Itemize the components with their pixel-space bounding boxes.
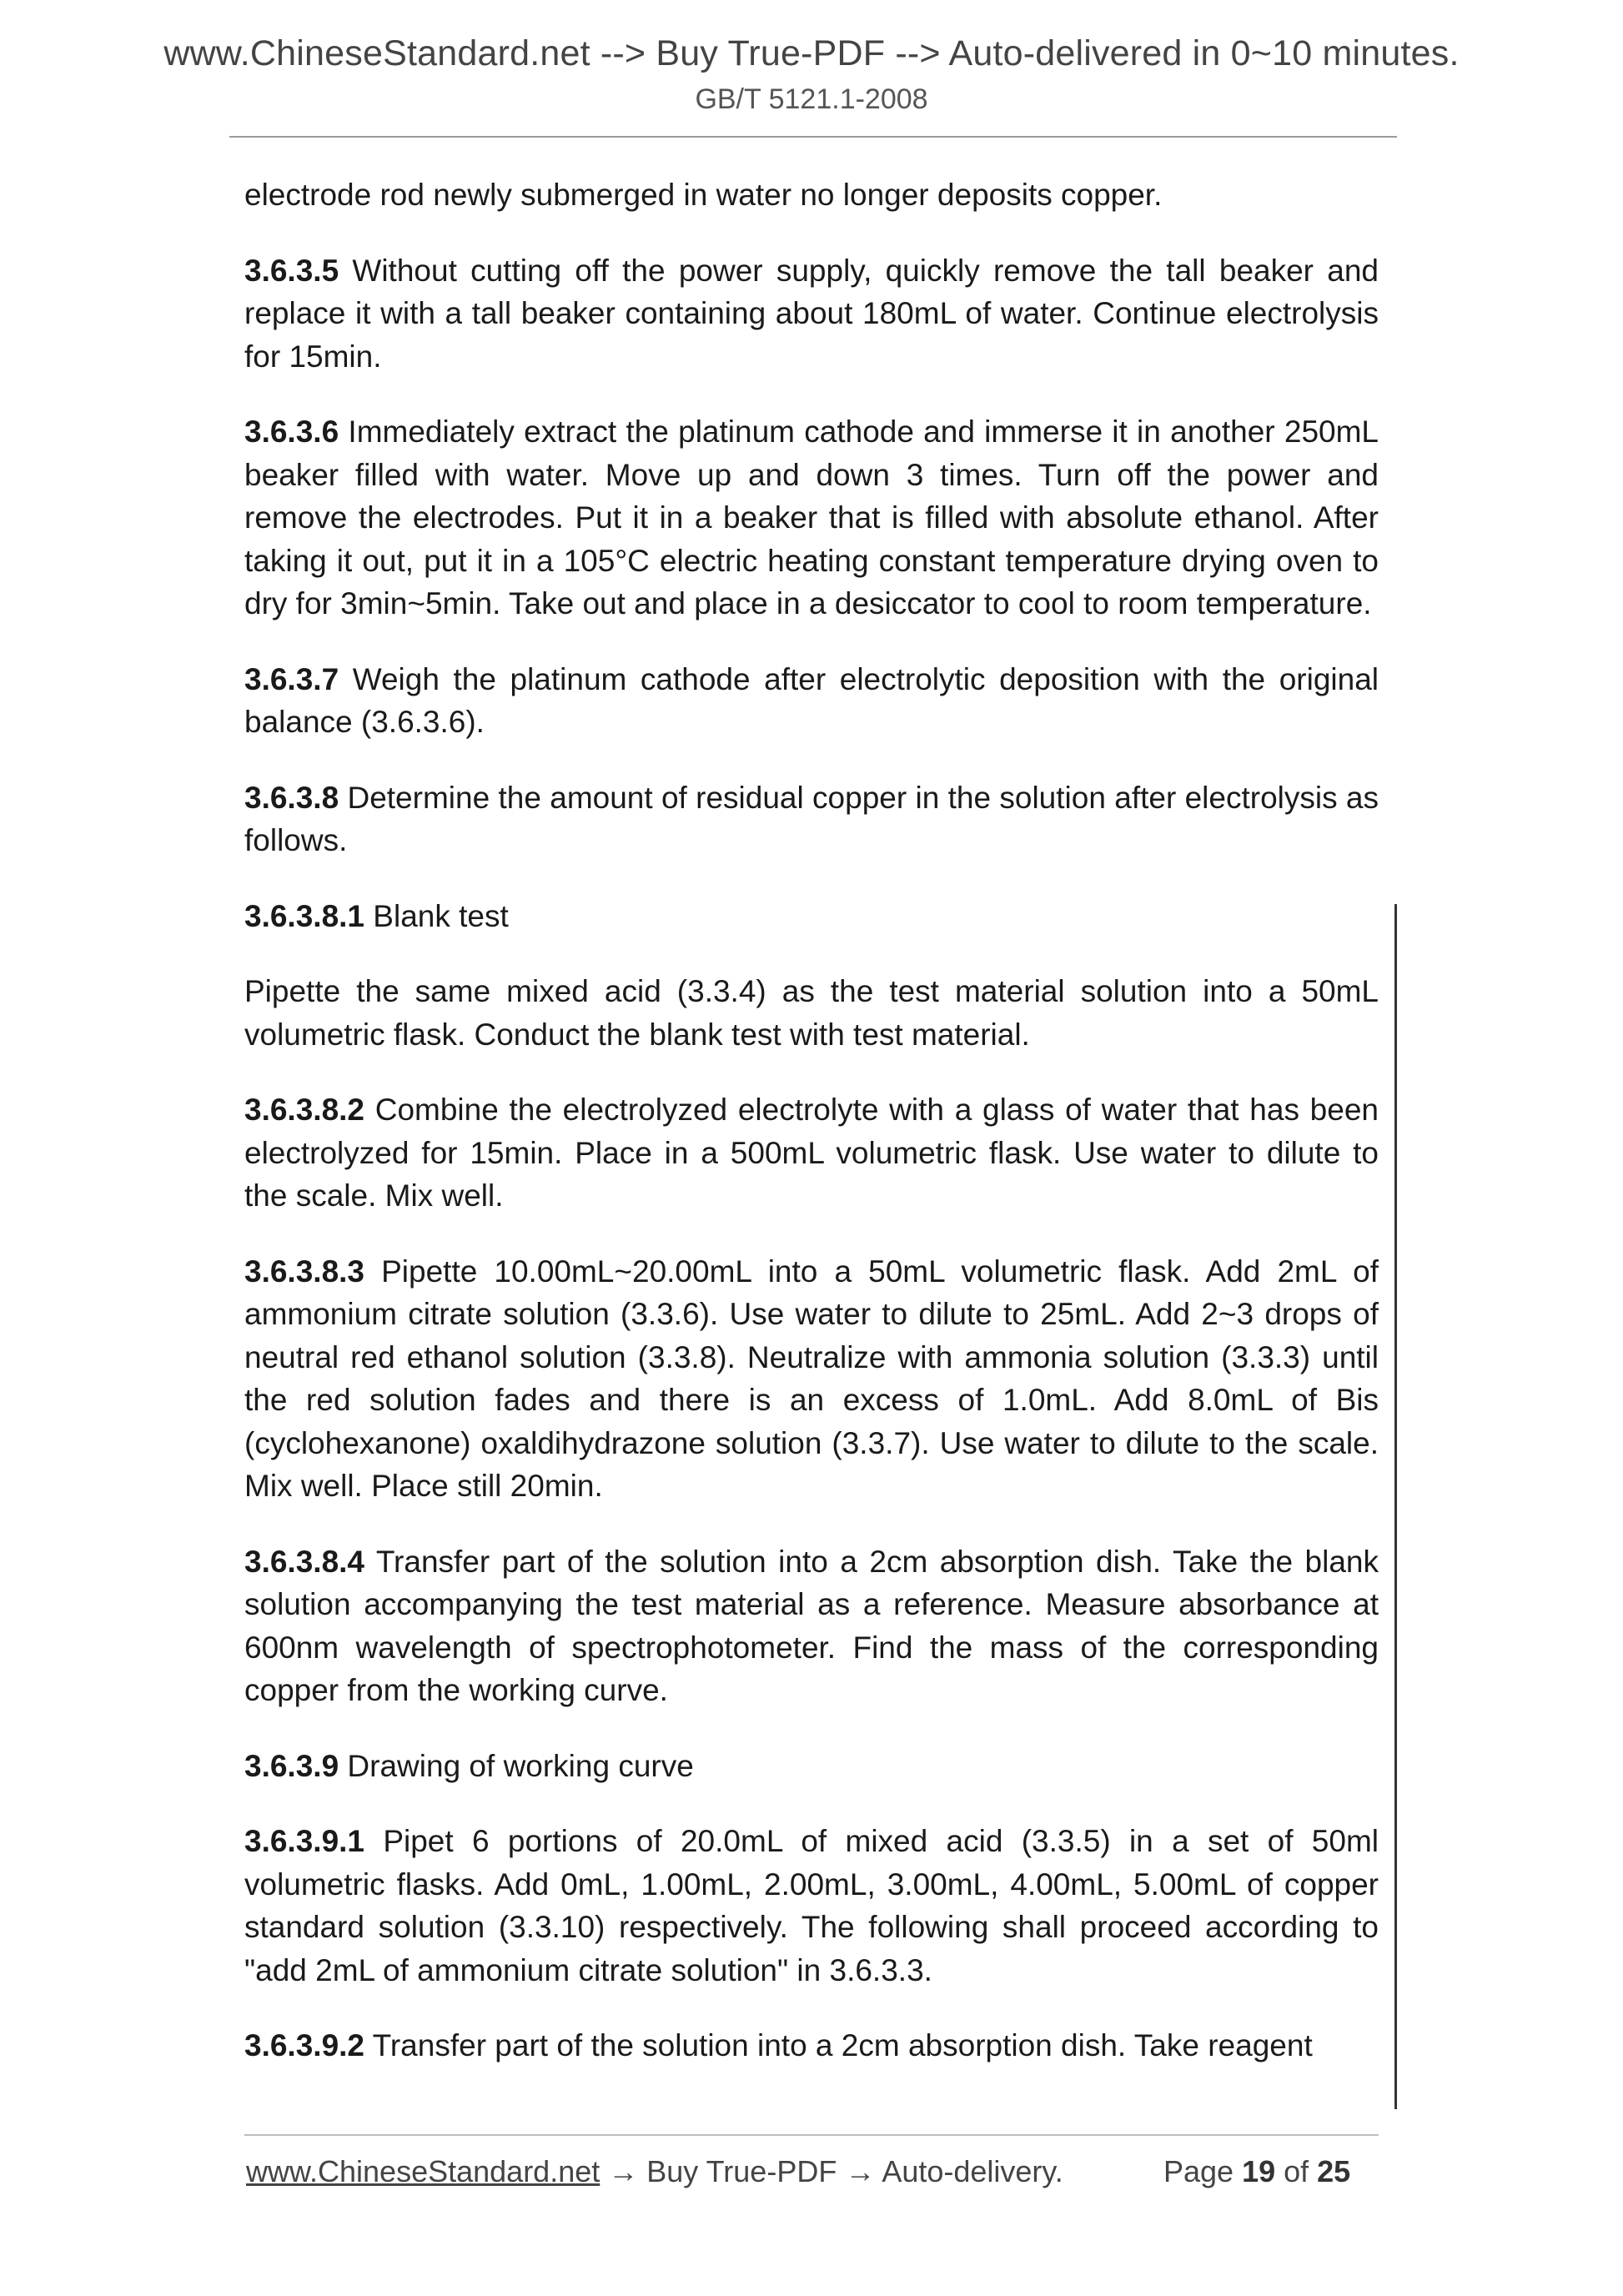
revision-bar [1394, 904, 1397, 2109]
paragraph-text: Blank test [364, 898, 509, 933]
clause-number: 3.6.3.8.1 [244, 898, 365, 933]
clause-number: 3.6.3.6 [244, 414, 339, 449]
clause-number: 3.6.3.8.3 [244, 1254, 365, 1289]
page-total: 25 [1317, 2154, 1351, 2188]
standard-code: GB/T 5121.1-2008 [695, 83, 928, 115]
footer-link[interactable]: www.ChineseStandard.net [246, 2154, 600, 2188]
paragraph-text: Weigh the platinum cathode after electrolytic deposition with the original balance (3.6.3.6). [244, 661, 1379, 739]
paragraph-text: Pipet 6 portions of 20.0mL of mixed acid (3.3.5) in a set of 50ml volumetric flasks. Add 0mL, 1.00mL, 2.00mL, 3.00mL, 4.00mL, 5.00mL of copper standard solution (3.3.10) respectively. The following shall proceed according to "add 2mL of ammonium citrate solution" in 3.6.3.3. [244, 1824, 1379, 1987]
clause-number: 3.6.3.9.1 [244, 1824, 365, 1858]
paragraph-text: Combine the electrolyzed electrolyte with a glass of water that has been electrolyzed for 15min. Place in a 500mL volumetric flask. Use water to dilute to the scale. Mix well. [244, 1093, 1379, 1213]
paragraph [244, 1745, 1379, 1788]
paragraph-text: Without cutting off the power supply, quickly remove the tall beaker and replace it with a tall beaker containing about 180mL of water. Continue electrolysis for 15min. [244, 253, 1379, 374]
clause-number: 3.6.3.8.4 [244, 1544, 365, 1579]
paragraph [244, 1250, 1379, 1508]
clause-number: 3.6.3.8 [244, 780, 339, 815]
clause-number: 3.6.3.7 [244, 661, 339, 696]
paragraph-text: Transfer part of the solution into a 2cm absorption dish. Take reagent [364, 2028, 1313, 2062]
paragraph-text: Drawing of working curve [339, 1748, 694, 1783]
paragraph-text: Pipette 10.00mL~20.00mL into a 50mL volumetric flask. Add 2mL of ammonium citrate solution (3.3.6). Use water to dilute to 25mL. Add 2~3 drops of neutral red ethanol solution (3.3.8). Neutralize with ammonia solution (3.3.3) until the red solution fades and there is an excess of 1.0mL. Add 8.0mL of Bis (cyclohexanone) oxaldihydrazone solution (3.3.7). Use water to dilute to the scale. Mix well. Place still 20min. [244, 1254, 1379, 1503]
clause-number: 3.6.3.8.2 [244, 1093, 365, 1127]
paragraph [244, 249, 1379, 379]
clause-number: 3.6.3.9.2 [244, 2028, 365, 2062]
paragraph [244, 173, 1379, 217]
paragraph-text: Pipette the same mixed acid (3.3.4) as the test material solution into a 50mL volumetric flask. Conduct the blank test with test material. [244, 974, 1379, 1052]
page-of-label: of [1275, 2154, 1318, 2188]
clause-number: 3.6.3.9 [244, 1748, 339, 1783]
footer-divider [244, 2134, 1379, 2136]
paragraph [244, 2024, 1379, 2067]
top-banner[interactable]: www.ChineseStandard.net --> Buy True-PDF --> Auto-delivered in 0~10 minutes. [163, 33, 1460, 73]
paragraph-text: Determine the amount of residual copper in the solution after electrolysis as follows. [244, 780, 1379, 857]
paragraph-text: Immediately extract the platinum cathode and immerse it in another 250mL beaker filled with water. Move up and down 3 times. Turn off the power and remove the electrodes. Put it in a beaker that is filled with absolute ethanol. After taking it out, put it in a 105°C electric heating constant temperature drying oven to dry for 3min~5min. Take out and place in a desiccator to cool to room temperature. [244, 414, 1379, 620]
paragraph [244, 970, 1379, 1056]
paragraph [244, 776, 1379, 862]
paragraph [244, 1820, 1379, 1992]
page-number: 19 [1242, 2154, 1276, 2188]
header-divider [229, 136, 1397, 138]
paragraph [244, 410, 1379, 625]
page-indicator [1163, 2154, 1350, 2189]
footer-promo-text: → Buy True-PDF → Auto-delivery. [600, 2154, 1063, 2188]
footer-promo [246, 2154, 1063, 2189]
clause-number: 3.6.3.5 [244, 253, 339, 288]
paragraph [244, 895, 1379, 938]
paragraph [244, 1088, 1379, 1218]
page-label: Page [1163, 2154, 1243, 2188]
paragraph-text: electrode rod newly submerged in water no longer deposits copper. [244, 178, 1163, 212]
paragraph [244, 658, 1379, 744]
paragraph-text: Transfer part of the solution into a 2cm absorption dish. Take the blank solution accompanying the test material as a reference. Measure absorbance at 600nm wavelength of spectrophotometer. Find the mass of the corresponding copper from the working curve. [244, 1544, 1379, 1707]
document-body [244, 173, 1379, 2100]
paragraph [244, 1540, 1379, 1712]
